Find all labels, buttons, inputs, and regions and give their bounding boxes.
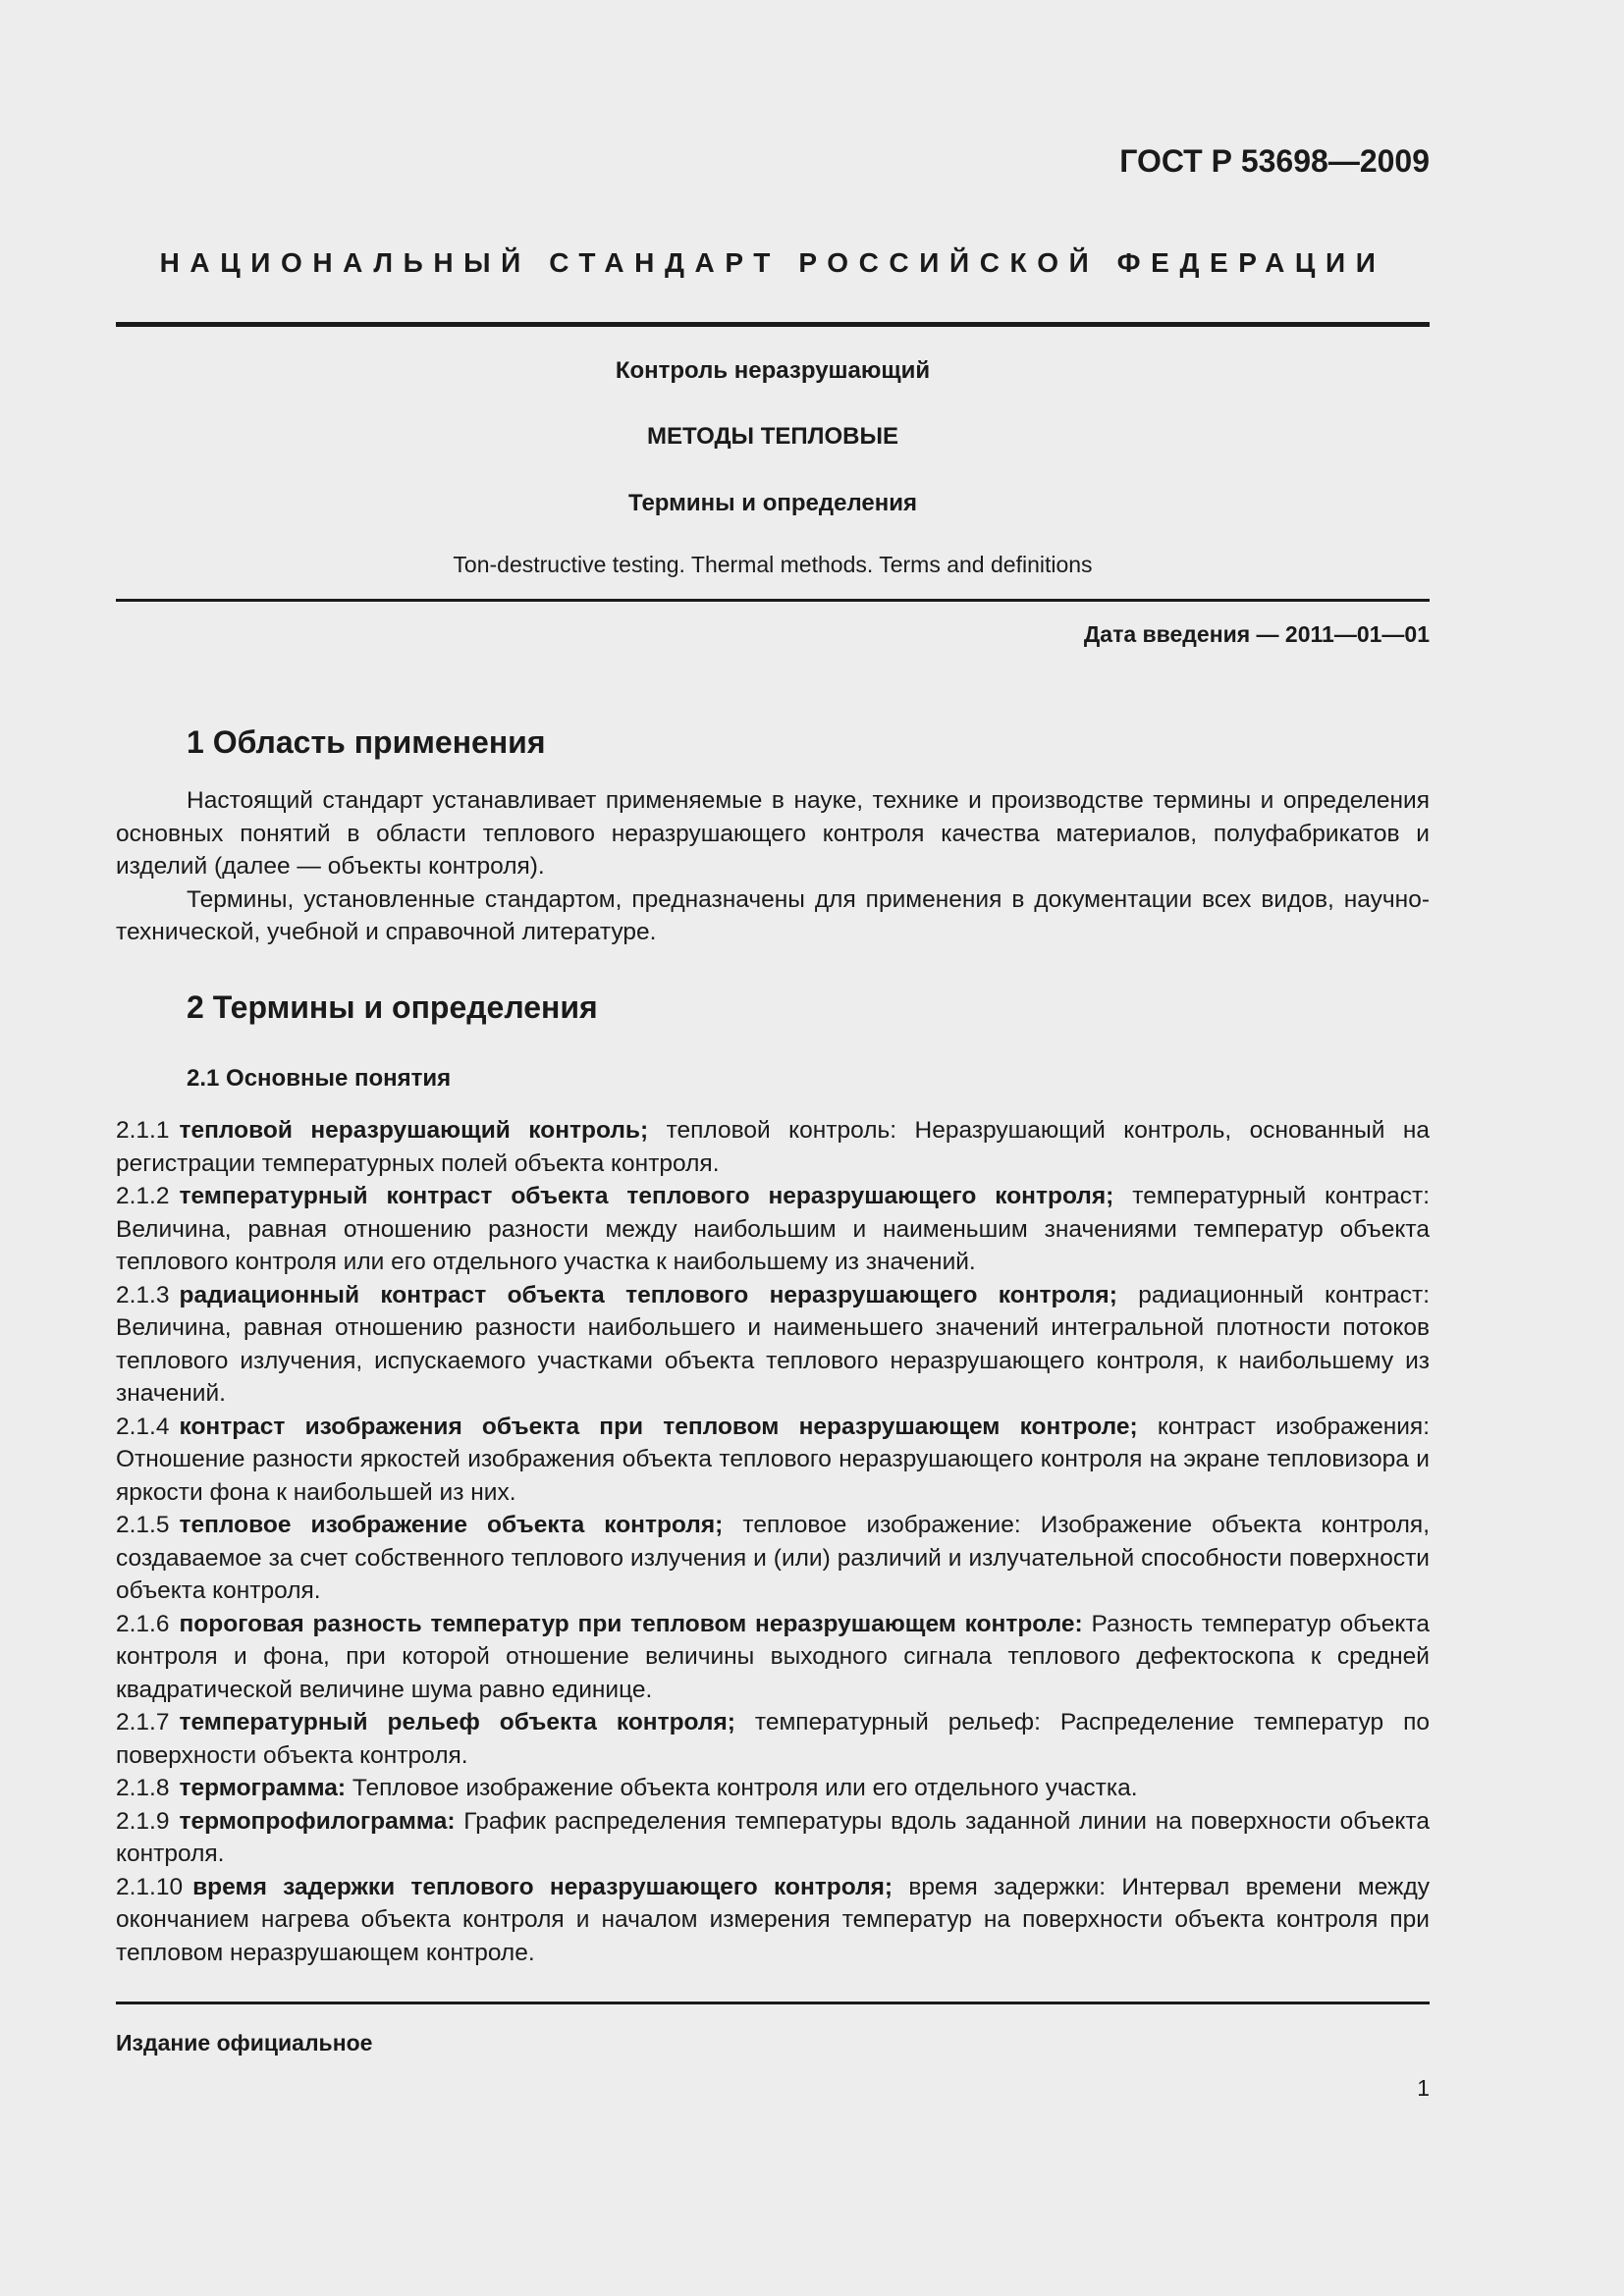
top-divider <box>116 322 1430 327</box>
definition-text: тепловой контроль: Неразрушающий контроль, основанный на регистрации температурных полей объекта контроля. <box>116 1117 1431 1177</box>
definition-item <box>116 1509 1430 1608</box>
definition-term: пороговая разность температур при тепловом неразрушающем контроле: <box>179 1610 1083 1637</box>
definition-item <box>116 1805 1430 1871</box>
definition-term: радиационный контраст объекта теплового неразрушающего контроля; <box>179 1281 1117 1308</box>
definition-number: 2.1.9 <box>116 1807 170 1835</box>
definition-number: 2.1.6 <box>116 1610 170 1637</box>
definitions-list <box>116 1114 1430 1969</box>
definition-term: термопрофилограмма: <box>179 1807 456 1835</box>
definition-term: контраст изображения объекта при тепловом неразрушающем контроле; <box>179 1413 1138 1440</box>
definition-text: контраст изображения: Отношение разности яркостей изображения объекта теплового неразрушающего контроля на экране тепловизора и яркости фона к наибольшей из них. <box>116 1413 1430 1506</box>
definition-item <box>116 1608 1430 1707</box>
definition-term: температурный рельеф объекта контроля; <box>179 1709 735 1735</box>
introduction-date: Дата введения — 2011—01—01 <box>1083 621 1430 647</box>
section-1-body <box>116 784 1430 949</box>
definition-item <box>116 1279 1430 1411</box>
definition-text: радиационный контраст: Величина, равная отношению разности наибольшего и наименьшего значений интегральной плотности потоков теплового излучения, испускаемого участками объекта теплового неразрушающего контроля, к наибольшему из значений. <box>116 1281 1430 1407</box>
definition-number: 2.1.1 <box>116 1117 170 1144</box>
scope-paragraph-2: Термины, установленные стандартом, предназначены для применения в документации всех видов, научно-технической, учебной и справочной литературе. <box>116 885 1430 945</box>
page-number: 1 <box>1417 2075 1430 2101</box>
title-sub: Термины и определения <box>627 490 918 516</box>
title-divider <box>116 599 1430 602</box>
document-number: ГОСТ Р 53698—2009 <box>1119 143 1430 179</box>
definition-term: тепловой неразрушающий контроль; <box>179 1117 649 1144</box>
title-general: Контроль неразрушающий <box>615 357 931 384</box>
definition-term: термограмма: <box>179 1775 347 1801</box>
definition-number: 2.1.5 <box>116 1512 170 1538</box>
definition-number: 2.1.3 <box>116 1281 170 1308</box>
definition-text: График распределения температуры вдоль заданной линии на поверхности объекта контроля. <box>116 1807 1431 1867</box>
definition-number: 2.1.7 <box>116 1709 170 1735</box>
definition-number: 2.1.4 <box>116 1413 170 1440</box>
section-1-heading: 1 Область применения <box>187 724 546 760</box>
definition-text: Тепловое изображение объекта контроля или его отдельного участка. <box>352 1775 1138 1801</box>
definition-text: температурный рельеф: Распределение температур по поверхности объекта контроля. <box>116 1709 1430 1769</box>
definition-number: 2.1.10 <box>116 1873 184 1900</box>
definition-term: температурный контраст объекта теплового неразрушающего контроля; <box>179 1183 1114 1209</box>
footer-divider <box>116 2002 1430 2004</box>
definition-term: время задержки теплового неразрушающего контроля; <box>192 1873 893 1900</box>
section-2-heading: 2 Термины и определения <box>187 989 598 1025</box>
title-english: Ton-destructive testing. Thermal methods. Terms and definitions <box>453 552 1093 577</box>
title-main: МЕТОДЫ ТЕПЛОВЫЕ <box>647 423 898 450</box>
subsection-2-1-heading: 2.1 Основные понятия <box>187 1065 452 1092</box>
definition-number: 2.1.8 <box>116 1775 170 1801</box>
definition-text: Разность температур объекта контроля и фона, при которой отношение величины выходного сигнала теплового дефектоскопа к средней квадратической величине шума равно единице. <box>116 1610 1431 1703</box>
definition-text: температурный контраст: Величина, равная отношению разности между наибольшим и наименьшим значениями температур объекта теплового контроля или его отдельного участка к наибольшему из значений. <box>116 1183 1431 1275</box>
definition-term: тепловое изображение объекта контроля; <box>179 1512 724 1538</box>
definition-text: время задержки: Интервал времени между окончанием нагрева объекта контроля и началом измерения температур на поверхности объекта контроля при тепловом неразрушающем контроле. <box>116 1873 1430 1966</box>
definition-number: 2.1.2 <box>116 1183 170 1209</box>
scope-paragraph-1: Настоящий стандарт устанавливает применяемые в науке, технике и производстве термины и определения основных понятий в области теплового неразрушающего контроля качества материалов, полуфабрикатов и изделий (далее — объекты контроля). <box>116 787 1430 880</box>
definition-item <box>116 1180 1430 1279</box>
definition-item <box>116 1706 1430 1772</box>
definition-item <box>116 1411 1430 1510</box>
definition-item <box>116 1114 1430 1180</box>
definition-item <box>116 1772 1430 1805</box>
national-standard-banner: НАЦИОНАЛЬНЫЙ СТАНДАРТ РОССИЙСКОЙ ФЕДЕРАЦИИ <box>159 247 1386 278</box>
official-edition-label: Издание официальное <box>116 2030 373 2056</box>
definition-text: тепловое изображение: Изображение объекта контроля, создаваемое за счет собственного теплового излучения и (или) различий и излучательной способности поверхности объекта контроля. <box>116 1512 1430 1604</box>
definition-item <box>116 1871 1430 1970</box>
